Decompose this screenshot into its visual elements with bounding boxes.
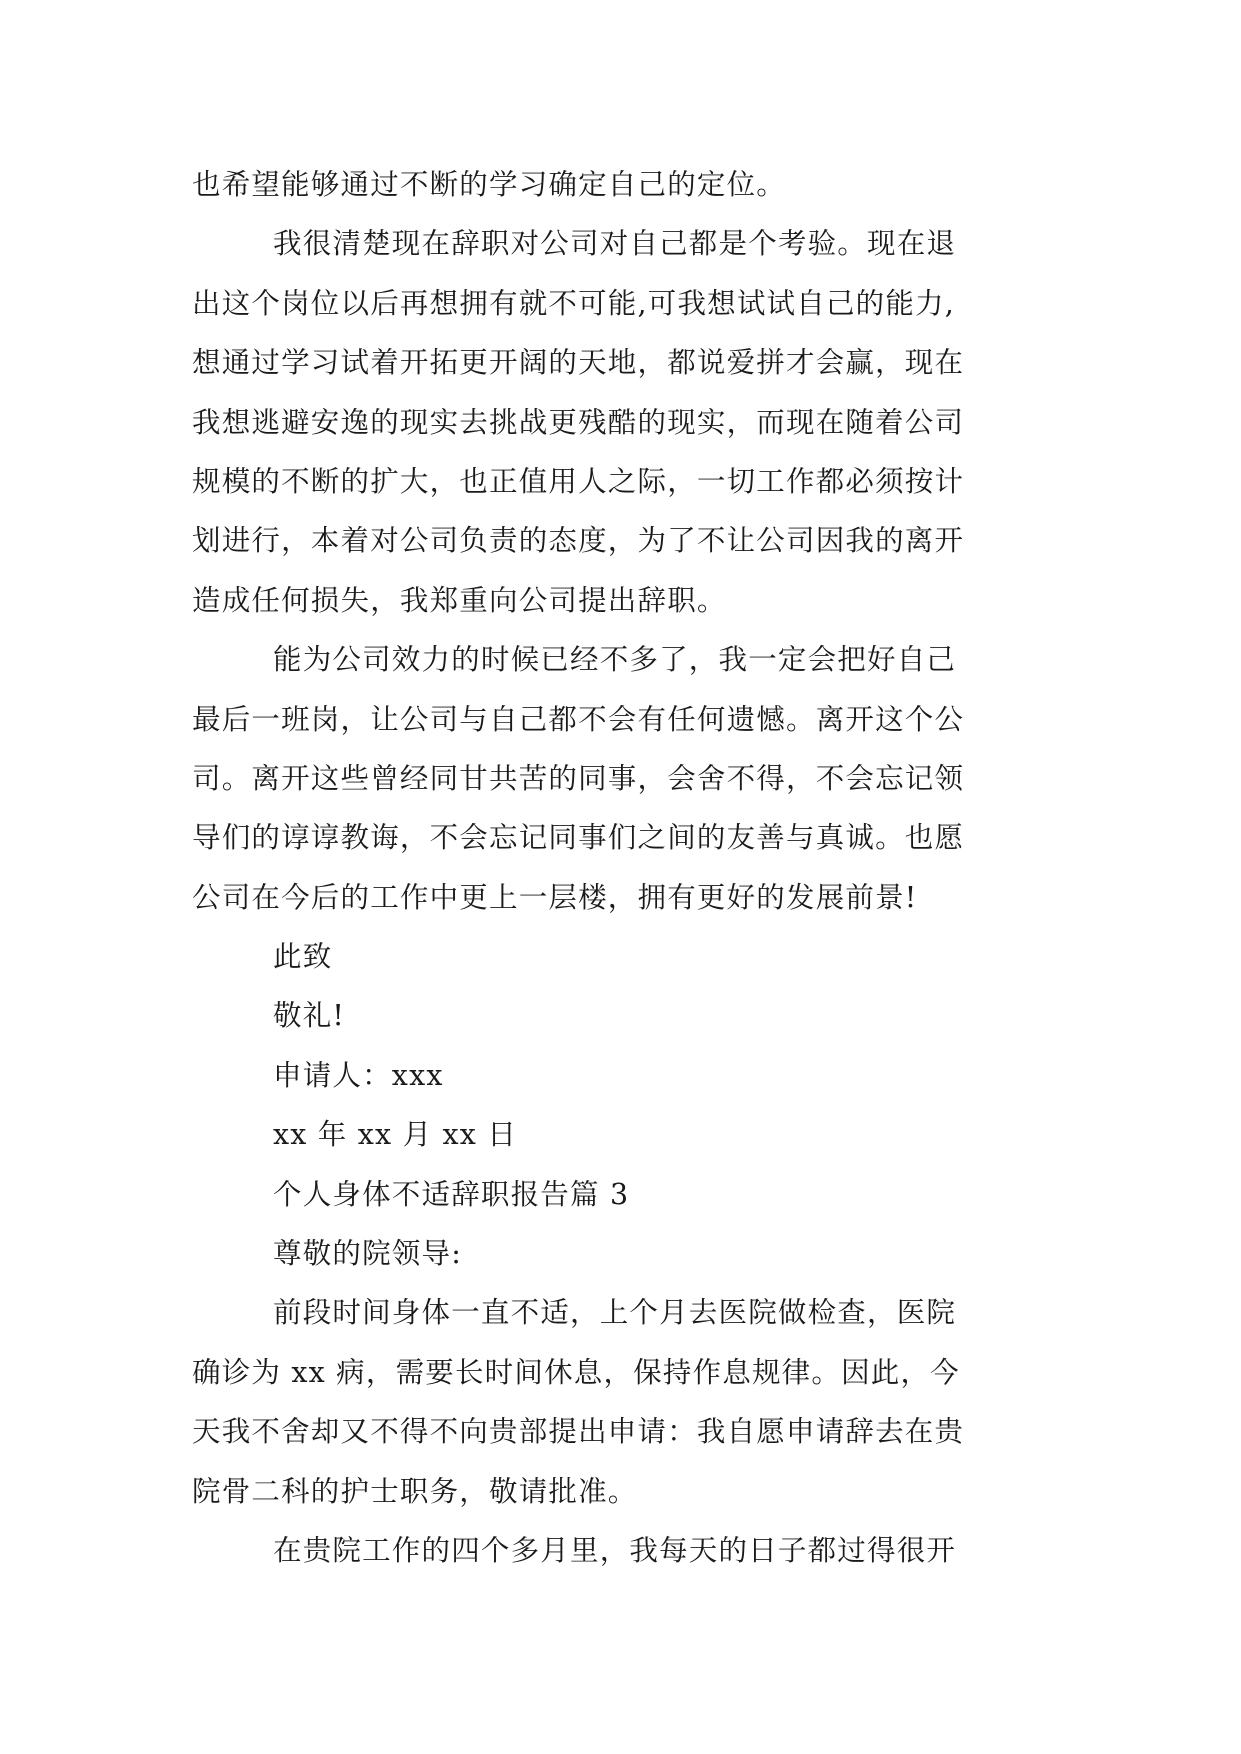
section-heading: 个人身体不适辞职报告篇 3 — [273, 1177, 630, 1211]
text-line: 最后一班岗，让公司与自己都不会有任何遗憾。离开这个公 — [192, 702, 965, 736]
document-body — [192, 155, 1052, 1580]
text-line: 司。离开这些曾经同甘共苦的同事，会舍不得，不会忘记领 — [192, 761, 965, 795]
text-line: 造成任何损失，我郑重向公司提出辞职。 — [192, 583, 727, 617]
text-line: 导们的谆谆教诲，不会忘记同事们之间的友善与真诚。也愿 — [192, 821, 965, 855]
letter-date: xx 年 xx 月 xx 日 — [273, 1118, 518, 1152]
paragraph-first-line: 在贵院工作的四个多月里，我每天的日子都过得很开 — [273, 1533, 957, 1567]
text-line: 出这个岗位以后再想拥有就不可能,可我想试试自己的能力, — [192, 286, 956, 320]
closing-salutation: 此致 — [273, 940, 333, 974]
text-line: 也希望能够通过不断的学习确定自己的定位。 — [192, 168, 787, 201]
closing-regards: 敬礼! — [273, 999, 346, 1033]
text-line: 确诊为 xx 病，需要长时间休息，保持作息规律。因此，今 — [192, 1355, 960, 1389]
text-line: 划进行，本着对公司负责的态度，为了不让公司因我的离开 — [192, 524, 965, 558]
text-line: 我想逃避安逸的现实去挑战更残酷的现实，而现在随着公司 — [192, 405, 965, 439]
text-line: 公司在今后的工作中更上一层楼，拥有更好的发展前景! — [192, 880, 918, 914]
letter-greeting: 尊敬的院领导: — [273, 1237, 463, 1271]
paragraph-first-line: 能为公司效力的时候已经不多了，我一定会把好自己 — [273, 643, 957, 677]
text-line: 想通过学习试着开拓更开阔的天地，都说爱拼才会赢，现在 — [192, 346, 965, 380]
paragraph-first-line: 我很清楚现在辞职对公司对自己都是个考验。现在退 — [273, 227, 957, 261]
paragraph-first-line: 前段时间身体一直不适，上个月去医院做检查，医院 — [273, 1296, 957, 1330]
applicant-signature: 申请人：xxx — [273, 1058, 444, 1092]
text-line: 天我不舍却又不得不向贵部提出申请：我自愿申请辞去在贵 — [192, 1415, 965, 1449]
text-line: 院骨二科的护士职务，敬请批准。 — [192, 1474, 638, 1508]
text-line: 规模的不断的扩大，也正值用人之际，一切工作都必须按计 — [192, 464, 965, 498]
